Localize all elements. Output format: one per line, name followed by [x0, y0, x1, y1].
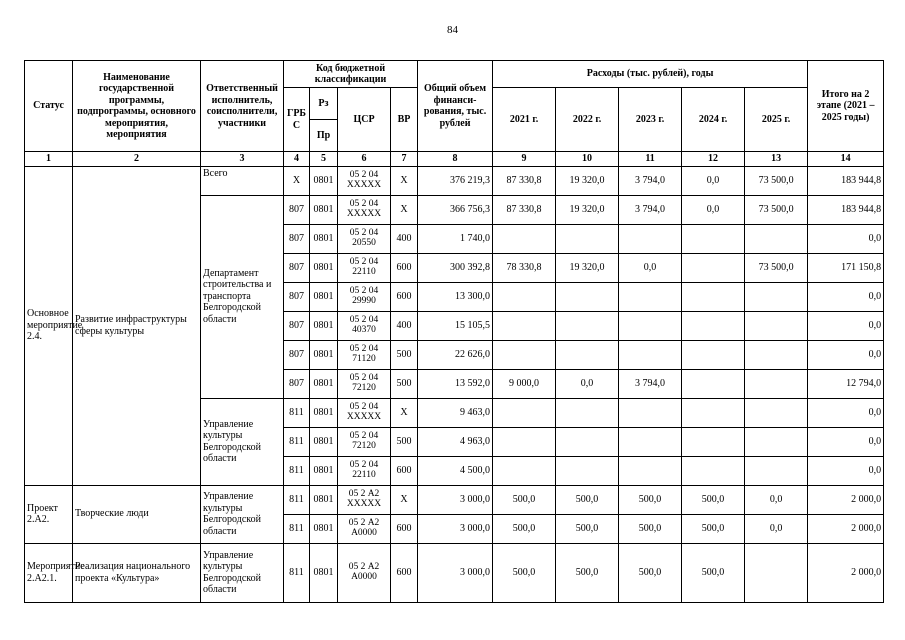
itogo-cell: 0,0 [808, 456, 884, 485]
page-number: 84 [447, 24, 458, 36]
csr-cell: 05 2 04 72120 [338, 369, 391, 398]
y2023-cell: 3 794,0 [619, 369, 682, 398]
itogo-cell: 2 000,0 [808, 514, 884, 543]
vr-cell: 500 [391, 369, 418, 398]
col-num: 6 [338, 152, 391, 167]
y2025-cell: 0,0 [745, 514, 808, 543]
y2021-cell: 500,0 [493, 485, 556, 514]
grbs-cell: 807 [284, 282, 310, 311]
col-num: 14 [808, 152, 884, 167]
y2024-cell [682, 340, 745, 369]
table-row [25, 543, 884, 602]
itogo-cell: 2 000,0 [808, 543, 884, 602]
grbs-cell: 807 [284, 195, 310, 224]
y2021-cell [493, 398, 556, 427]
y2024-cell: 0,0 [682, 166, 745, 195]
y2022-cell: 0,0 [556, 369, 619, 398]
total-cell: 376 219,3 [418, 166, 493, 195]
grbs-cell: 811 [284, 398, 310, 427]
y2022-cell: 500,0 [556, 485, 619, 514]
rz-cell: 0801 [310, 456, 338, 485]
header-executor: Ответственный исполнитель, соисполнители, участники [201, 61, 284, 152]
vr-cell: 400 [391, 311, 418, 340]
rz-cell: 0801 [310, 485, 338, 514]
y2021-cell [493, 340, 556, 369]
csr-cell: 05 2 А2 А0000 [338, 543, 391, 602]
y2024-cell: 500,0 [682, 543, 745, 602]
y2022-cell [556, 427, 619, 456]
itogo-cell: 171 150,8 [808, 253, 884, 282]
y2025-cell [745, 369, 808, 398]
y2021-cell: 500,0 [493, 543, 556, 602]
col-num: 5 [310, 152, 338, 167]
grbs-cell: 807 [284, 369, 310, 398]
y2025-cell [745, 543, 808, 602]
grbs-cell: 811 [284, 543, 310, 602]
name-cell: Творческие люди [73, 485, 201, 543]
header-2022: 2022 г. [556, 88, 619, 152]
rz-cell: 0801 [310, 282, 338, 311]
name-cell: Реализация национального проекта «Культура» [73, 543, 201, 602]
y2025-cell [745, 282, 808, 311]
y2023-cell: 500,0 [619, 485, 682, 514]
header-budget-code: Код бюджетной классификации [284, 61, 418, 88]
y2022-cell: 500,0 [556, 543, 619, 602]
y2021-cell [493, 456, 556, 485]
y2024-cell: 500,0 [682, 485, 745, 514]
col-num: 12 [682, 152, 745, 167]
y2024-cell [682, 398, 745, 427]
y2023-cell [619, 340, 682, 369]
y2021-cell: 500,0 [493, 514, 556, 543]
y2025-cell: 73 500,0 [745, 253, 808, 282]
y2023-cell [619, 427, 682, 456]
y2021-cell [493, 427, 556, 456]
table-row [25, 485, 884, 514]
csr-cell: 05 2 04 29990 [338, 282, 391, 311]
y2024-cell [682, 224, 745, 253]
rz-cell: 0801 [310, 311, 338, 340]
header-name: Наименование государственной программы, подпрограммы, основного мероприятия, мероприятия [73, 61, 201, 152]
rz-cell: 0801 [310, 195, 338, 224]
grbs-cell: 811 [284, 485, 310, 514]
y2025-cell [745, 311, 808, 340]
header-2024: 2024 г. [682, 88, 745, 152]
itogo-cell: 2 000,0 [808, 485, 884, 514]
itogo-cell: 0,0 [808, 340, 884, 369]
itogo-cell: 0,0 [808, 398, 884, 427]
executor-cell: Управление культуры Белгородской области [201, 485, 284, 543]
grbs-cell: 807 [284, 311, 310, 340]
y2025-cell [745, 427, 808, 456]
header-expenses: Расходы (тыс. рублей), годы [493, 61, 808, 88]
total-cell: 4 963,0 [418, 427, 493, 456]
col-num: 3 [201, 152, 284, 167]
itogo-cell: 0,0 [808, 311, 884, 340]
col-num: 13 [745, 152, 808, 167]
total-cell: 3 000,0 [418, 543, 493, 602]
itogo-cell: 0,0 [808, 282, 884, 311]
rz-cell: 0801 [310, 369, 338, 398]
total-cell: 1 740,0 [418, 224, 493, 253]
y2021-cell: 9 000,0 [493, 369, 556, 398]
vr-cell: 600 [391, 282, 418, 311]
header-2021: 2021 г. [493, 88, 556, 152]
vr-cell: 500 [391, 340, 418, 369]
name-cell: Развитие инфраструктуры сферы культуры [73, 166, 201, 485]
budget-table [24, 60, 884, 603]
grbs-cell: 811 [284, 427, 310, 456]
y2023-cell [619, 311, 682, 340]
y2021-cell: 87 330,8 [493, 195, 556, 224]
y2025-cell: 73 500,0 [745, 195, 808, 224]
csr-cell: 05 2 А2 А0000 [338, 514, 391, 543]
csr-cell: 05 2 04 71120 [338, 340, 391, 369]
total-cell: 13 592,0 [418, 369, 493, 398]
vr-cell: 600 [391, 456, 418, 485]
y2022-cell [556, 456, 619, 485]
y2022-cell [556, 282, 619, 311]
total-cell: 4 500,0 [418, 456, 493, 485]
csr-cell: 05 2 04 22110 [338, 456, 391, 485]
y2023-cell: 500,0 [619, 543, 682, 602]
y2025-cell [745, 340, 808, 369]
grbs-cell: 811 [284, 456, 310, 485]
col-num: 11 [619, 152, 682, 167]
y2024-cell [682, 253, 745, 282]
y2025-cell [745, 456, 808, 485]
csr-cell: 05 2 04 40370 [338, 311, 391, 340]
header-rz: Рз [310, 88, 338, 120]
csr-cell: 05 2 04 ХХХХХ [338, 195, 391, 224]
rz-cell: 0801 [310, 224, 338, 253]
y2021-cell: 87 330,8 [493, 166, 556, 195]
y2023-cell [619, 456, 682, 485]
y2024-cell [682, 456, 745, 485]
y2023-cell [619, 224, 682, 253]
col-num: 9 [493, 152, 556, 167]
csr-cell: 05 2 04 20550 [338, 224, 391, 253]
y2023-cell: 3 794,0 [619, 195, 682, 224]
total-cell: 366 756,3 [418, 195, 493, 224]
grbs-cell: 807 [284, 253, 310, 282]
grbs-cell: 811 [284, 514, 310, 543]
col-num: 1 [25, 152, 73, 167]
itogo-cell: 0,0 [808, 427, 884, 456]
col-num: 4 [284, 152, 310, 167]
y2023-cell [619, 282, 682, 311]
executor-cell: Департамент строительства и транспорта Белгородской области [201, 195, 284, 398]
y2021-cell [493, 282, 556, 311]
y2024-cell [682, 427, 745, 456]
y2023-cell: 500,0 [619, 514, 682, 543]
y2023-cell: 0,0 [619, 253, 682, 282]
y2023-cell: 3 794,0 [619, 166, 682, 195]
y2022-cell: 19 320,0 [556, 253, 619, 282]
csr-cell: 05 2 04 72120 [338, 427, 391, 456]
vr-cell: Х [391, 195, 418, 224]
col-num: 7 [391, 152, 418, 167]
csr-cell: 05 2 04 22110 [338, 253, 391, 282]
y2021-cell [493, 224, 556, 253]
y2021-cell [493, 311, 556, 340]
header-vr: ВР [391, 88, 418, 152]
y2024-cell [682, 282, 745, 311]
total-cell: 300 392,8 [418, 253, 493, 282]
csr-cell: 05 2 А2 ХХХХХ [338, 485, 391, 514]
y2022-cell [556, 340, 619, 369]
rz-cell: 0801 [310, 253, 338, 282]
itogo-cell: 12 794,0 [808, 369, 884, 398]
col-num: 10 [556, 152, 619, 167]
y2022-cell [556, 311, 619, 340]
header-total-volume: Общий объем финанси-рования, тыс. рублей [418, 61, 493, 152]
table-row [25, 166, 884, 195]
y2024-cell [682, 311, 745, 340]
executor-cell: Всего [201, 166, 284, 195]
grbs-cell: Х [284, 166, 310, 195]
total-cell: 3 000,0 [418, 485, 493, 514]
total-cell: 13 300,0 [418, 282, 493, 311]
status-cell: Мероприятие 2.А2.1. [25, 543, 73, 602]
status-cell: Проект 2.А2. [25, 485, 73, 543]
y2024-cell: 0,0 [682, 195, 745, 224]
y2025-cell: 0,0 [745, 485, 808, 514]
y2025-cell [745, 224, 808, 253]
y2025-cell [745, 398, 808, 427]
vr-cell: 500 [391, 427, 418, 456]
y2024-cell [682, 369, 745, 398]
y2022-cell: 500,0 [556, 514, 619, 543]
vr-cell: Х [391, 166, 418, 195]
rz-cell: 0801 [310, 166, 338, 195]
vr-cell: Х [391, 398, 418, 427]
itogo-cell: 0,0 [808, 224, 884, 253]
executor-cell: Управление культуры Белгородской области [201, 398, 284, 485]
y2021-cell: 78 330,8 [493, 253, 556, 282]
rz-cell: 0801 [310, 514, 338, 543]
total-cell: 9 463,0 [418, 398, 493, 427]
total-cell: 15 105,5 [418, 311, 493, 340]
y2022-cell: 19 320,0 [556, 195, 619, 224]
y2025-cell: 73 500,0 [745, 166, 808, 195]
itogo-cell: 183 944,8 [808, 166, 884, 195]
vr-cell: 600 [391, 253, 418, 282]
total-cell: 22 626,0 [418, 340, 493, 369]
column-numbers-row [25, 152, 884, 167]
y2023-cell [619, 398, 682, 427]
status-cell: Основное мероприятие 2.4. [25, 166, 73, 485]
header-pr: Пр [310, 120, 338, 152]
vr-cell: Х [391, 485, 418, 514]
executor-cell: Управление культуры Белгородской области [201, 543, 284, 602]
vr-cell: 600 [391, 514, 418, 543]
itogo-cell: 183 944,8 [808, 195, 884, 224]
header-grbs: ГРБ С [284, 88, 310, 152]
rz-cell: 0801 [310, 543, 338, 602]
y2024-cell: 500,0 [682, 514, 745, 543]
header-csr: ЦСР [338, 88, 391, 152]
y2022-cell [556, 224, 619, 253]
csr-cell: 05 2 04 ХХХХХ [338, 166, 391, 195]
vr-cell: 600 [391, 543, 418, 602]
rz-cell: 0801 [310, 427, 338, 456]
rz-cell: 0801 [310, 398, 338, 427]
col-num: 2 [73, 152, 201, 167]
y2022-cell: 19 320,0 [556, 166, 619, 195]
csr-cell: 05 2 04 ХХХХХ [338, 398, 391, 427]
y2022-cell [556, 398, 619, 427]
grbs-cell: 807 [284, 340, 310, 369]
grbs-cell: 807 [284, 224, 310, 253]
vr-cell: 400 [391, 224, 418, 253]
total-cell: 3 000,0 [418, 514, 493, 543]
col-num: 8 [418, 152, 493, 167]
header-itogo: Итого на 2 этапе (2021 – 2025 годы) [808, 61, 884, 152]
header-2025: 2025 г. [745, 88, 808, 152]
header-status: Статус [25, 61, 73, 152]
rz-cell: 0801 [310, 340, 338, 369]
header-2023: 2023 г. [619, 88, 682, 152]
